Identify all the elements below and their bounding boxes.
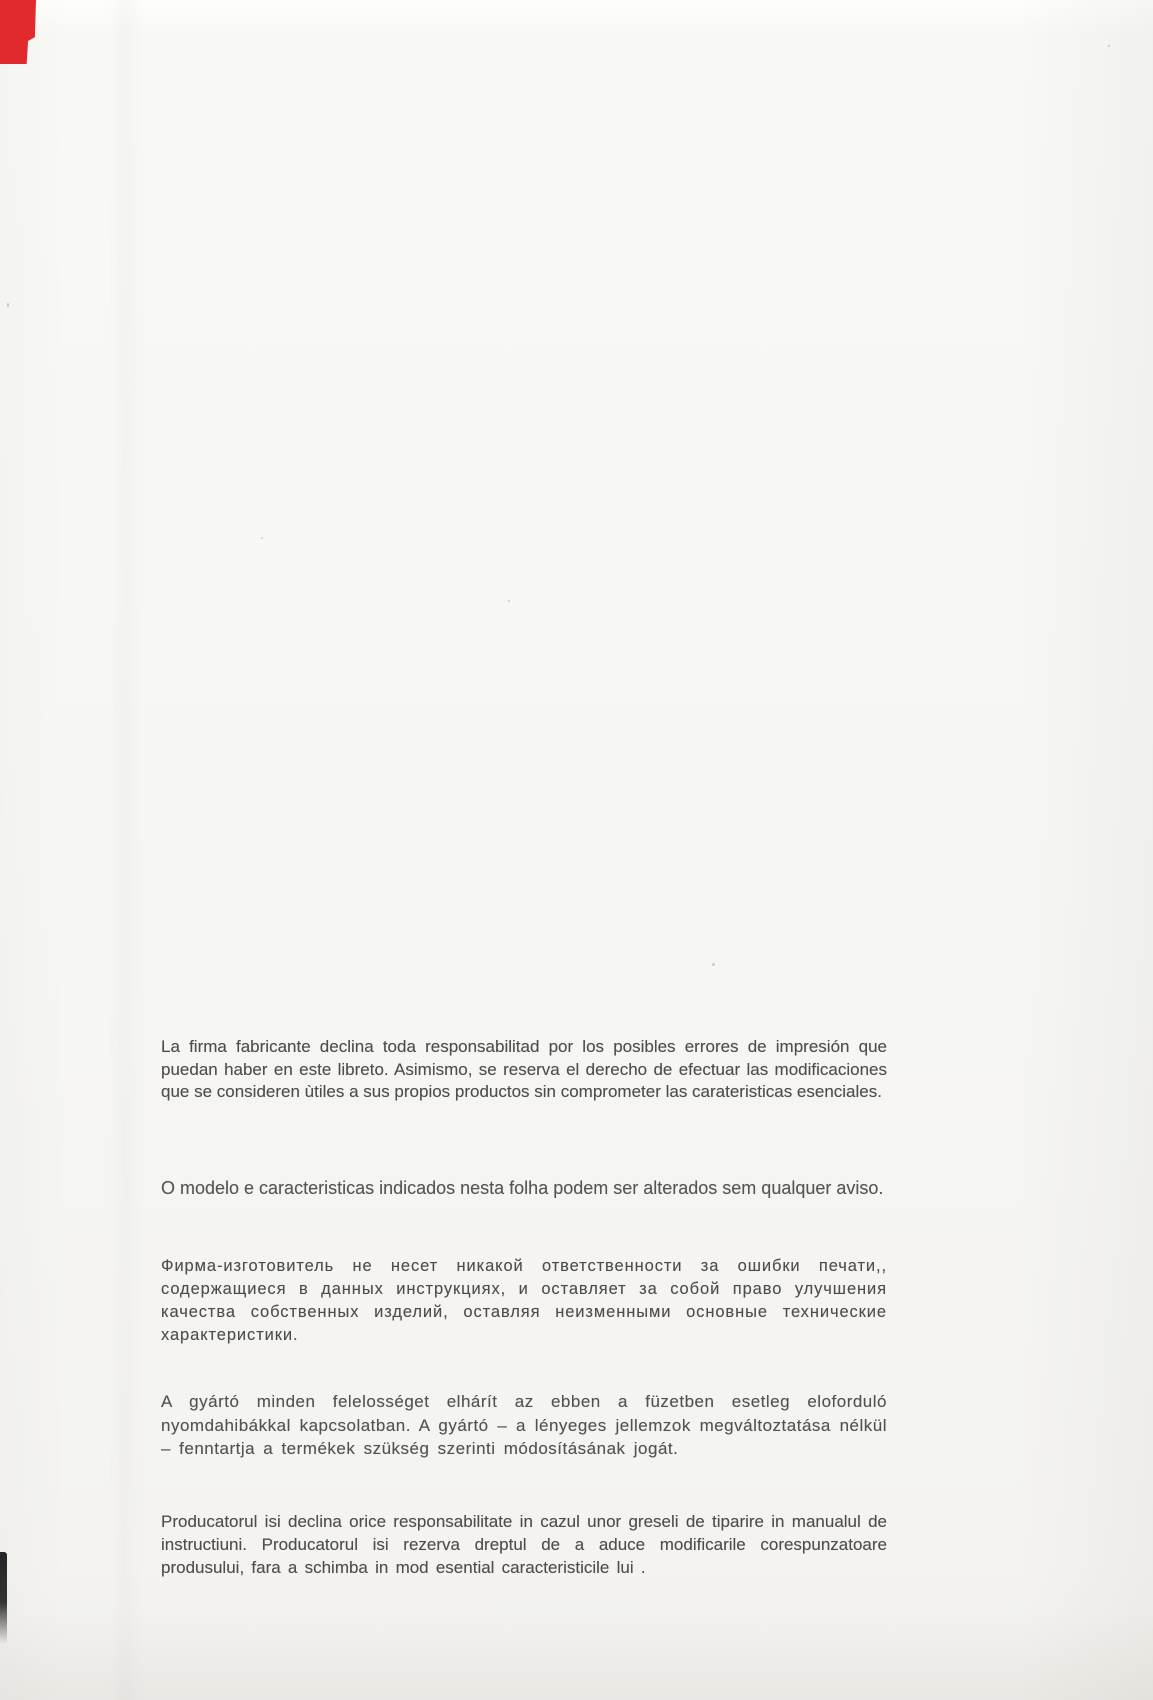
scan-speckle: [7, 303, 9, 307]
scan-speckle: [1108, 45, 1110, 47]
scan-speckle: [508, 600, 510, 602]
disclaimer-paragraph-spanish: La firma fabricante declina toda responsabilitad por los posibles errores de impresión que puedan haber en este libreto. Asimismo, se reserva el derecho de efectuar las modificaciones que se consideren ùtiles a sus propios productos sin comprometer las carateristicas esenciales.: [161, 1037, 887, 1102]
scan-speckle: [261, 537, 263, 539]
disclaimer-paragraph-romanian: Producatorul isi declina orice responsabilitate in cazul unor greseli de tiparire in manualul de instructiuni. Producatorul isi rezerva dreptul de a aduce modificarile corespunzatoare produsului, fara a schimba in mod esential caracteristicile lui .: [161, 1512, 887, 1578]
disclaimer-paragraph-portuguese: O modelo e caracteristicas indicados nesta folha podem ser alterados sem qualquer aviso.: [161, 1178, 884, 1198]
disclaimer-paragraph-russian: Фирма-изготовитель не несет никакой ответственности за ошибки печати,, содержащиеся в данных инструкциях, и оставляет за собой право улучшения качества собственных изделий, оставляя неизменными основные технические характеристики.: [161, 1257, 887, 1344]
scan-speckle: [836, 1312, 838, 1314]
scan-speckle: [712, 963, 715, 966]
disclaimer-paragraph-hungarian: A gyártó minden felelosséget elhárít az ebben a füzetben esetleg eloforduló nyomdahibákkal kapcsolatban. A gyártó – a lényeges jellemzok megváltoztatása nélkül – fenntartja a termékek szükség szerinti módosításának jogát.: [161, 1392, 887, 1459]
